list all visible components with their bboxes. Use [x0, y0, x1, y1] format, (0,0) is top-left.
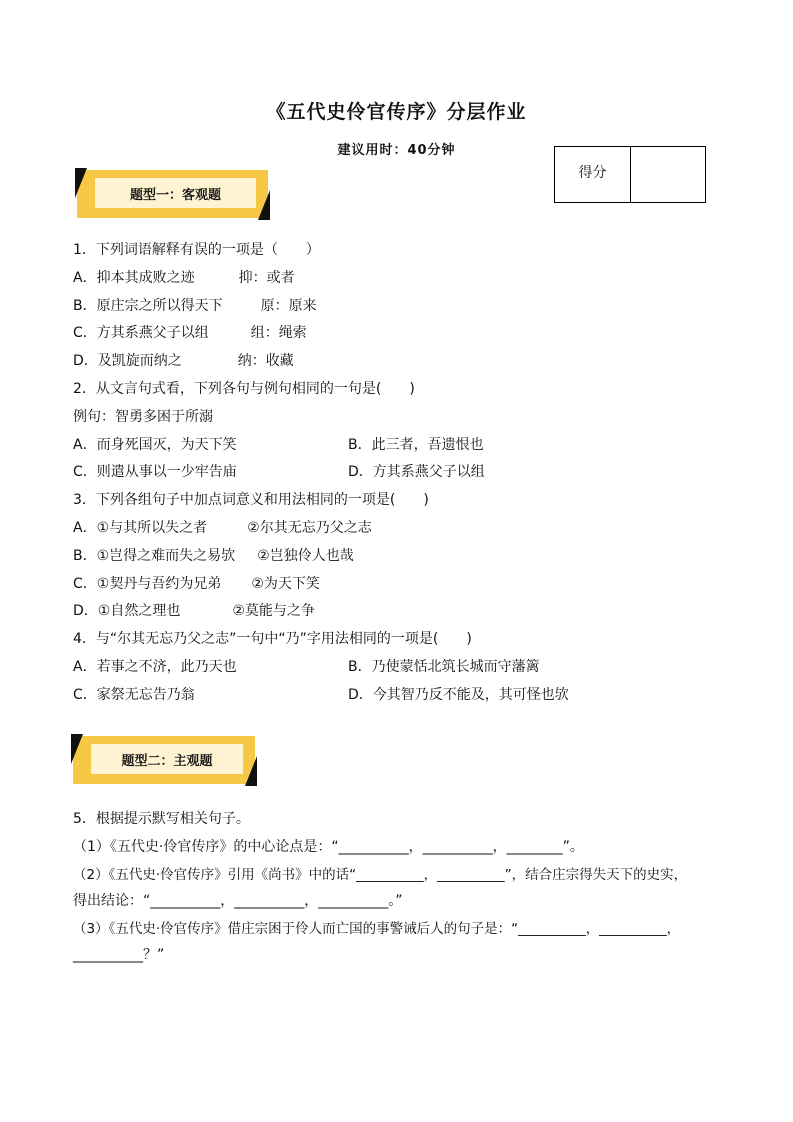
option-row: [73, 654, 753, 682]
banner-corner-decoration: [258, 190, 270, 220]
option-text: A．若事之不济，此乃天也: [73, 658, 237, 675]
option-part: D．①自然之理也: [73, 603, 181, 620]
option-gloss: 组：绳索: [250, 325, 307, 342]
banner-corner-decoration: [75, 168, 87, 198]
option-text: B．此三者，吾遗恨也: [348, 436, 484, 453]
option-text: C．家祭无忘告乃翁: [73, 686, 195, 703]
fill-in-prompt: （2）《五代史·伶官传序》引用《尚书》中的话“__________，__________”，结合庄宗得失天下的史实，: [73, 867, 688, 883]
option-row: [73, 348, 753, 376]
score-label: 得分: [555, 147, 631, 202]
option-gloss: 原：原来: [260, 297, 317, 314]
option-row: [73, 598, 753, 626]
option-part: A．①与其所以失之者: [73, 519, 208, 536]
option-part: ②尔其无忘乃父之志: [247, 519, 372, 536]
option-gloss: 抑：或者: [238, 269, 295, 286]
option-text: D．方其系燕父子以组: [348, 464, 485, 481]
score-value-field[interactable]: [631, 147, 705, 202]
option-row: [73, 543, 753, 571]
section-label: 题型一：客观题: [95, 178, 256, 208]
fill-in-prompt: （3）《五代史·伶官传序》借庄宗困于伶人而亡国的事警诫后人的句子是：“__________，__________，: [73, 921, 681, 937]
section-banner-objective: [77, 170, 268, 218]
section-banner-subjective: [73, 736, 255, 784]
option-text: C．则遣从事以一少牢告庙: [73, 464, 237, 481]
option-part: ②莫能与之争: [232, 603, 315, 620]
banner-corner-decoration: [71, 734, 83, 764]
page-title: 《五代史伶官传序》分层作业: [266, 101, 527, 123]
option-gloss: 纳：收藏: [237, 353, 294, 370]
option-text: D．及凯旋而纳之: [73, 353, 182, 370]
option-text: B．乃使蒙恬北筑长城而守藩篱: [348, 658, 540, 675]
section-label: 题型二：主观题: [91, 744, 243, 774]
question-stem: 5．根据提示默写相关句子。: [73, 811, 250, 827]
option-row: [73, 265, 753, 293]
option-row: [73, 293, 753, 321]
score-box: [554, 146, 706, 203]
option-part: ②岂独伶人也哉: [257, 547, 354, 564]
option-part: C．①契丹与吾约为兄弟: [73, 575, 222, 592]
option-text: C．方其系燕父子以组: [73, 325, 209, 342]
option-text: B．原庄宗之所以得天下: [73, 297, 223, 314]
option-row: [73, 432, 753, 460]
option-text: A．抑本其成败之迹: [73, 269, 195, 286]
option-row: [73, 571, 753, 599]
question-stem: 1．下列词语解释有误的一项是（ ）: [73, 242, 320, 258]
objective-questions: [73, 237, 753, 710]
subjective-questions: [73, 806, 753, 968]
option-row: [73, 320, 753, 348]
banner-corner-decoration: [245, 756, 257, 786]
question-stem: 4．与“尔其无忘乃父之志”一句中“乃”字用法相同的一项是( ): [73, 631, 472, 648]
option-row: [73, 682, 753, 710]
option-row: [73, 459, 753, 487]
example-sentence: 例句：智勇多困于所溺: [73, 408, 213, 425]
fill-in-prompt: __________？”: [73, 947, 165, 963]
fill-in-prompt: 得出结论：“__________，__________，__________。”: [73, 893, 403, 909]
option-part: B．①岂得之难而失之易欤: [73, 547, 236, 564]
question-stem: 2．从文言句式看，下列各句与例句相同的一句是( ): [73, 380, 415, 397]
option-part: ②为天下笑: [251, 575, 320, 592]
fill-in-prompt: （1）《五代史·伶官传序》的中心论点是：“__________，__________，________”。: [73, 839, 584, 855]
option-text: A．而身死国灭，为天下笑: [73, 436, 237, 453]
question-stem: 3．下列各组句子中加点词意义和用法相同的一项是( ): [73, 492, 429, 509]
option-row: [73, 515, 753, 543]
suggested-time: 建议用时：40分钟: [337, 143, 456, 158]
option-text: D．今其智乃反不能及，其可怪也欤: [348, 686, 569, 703]
